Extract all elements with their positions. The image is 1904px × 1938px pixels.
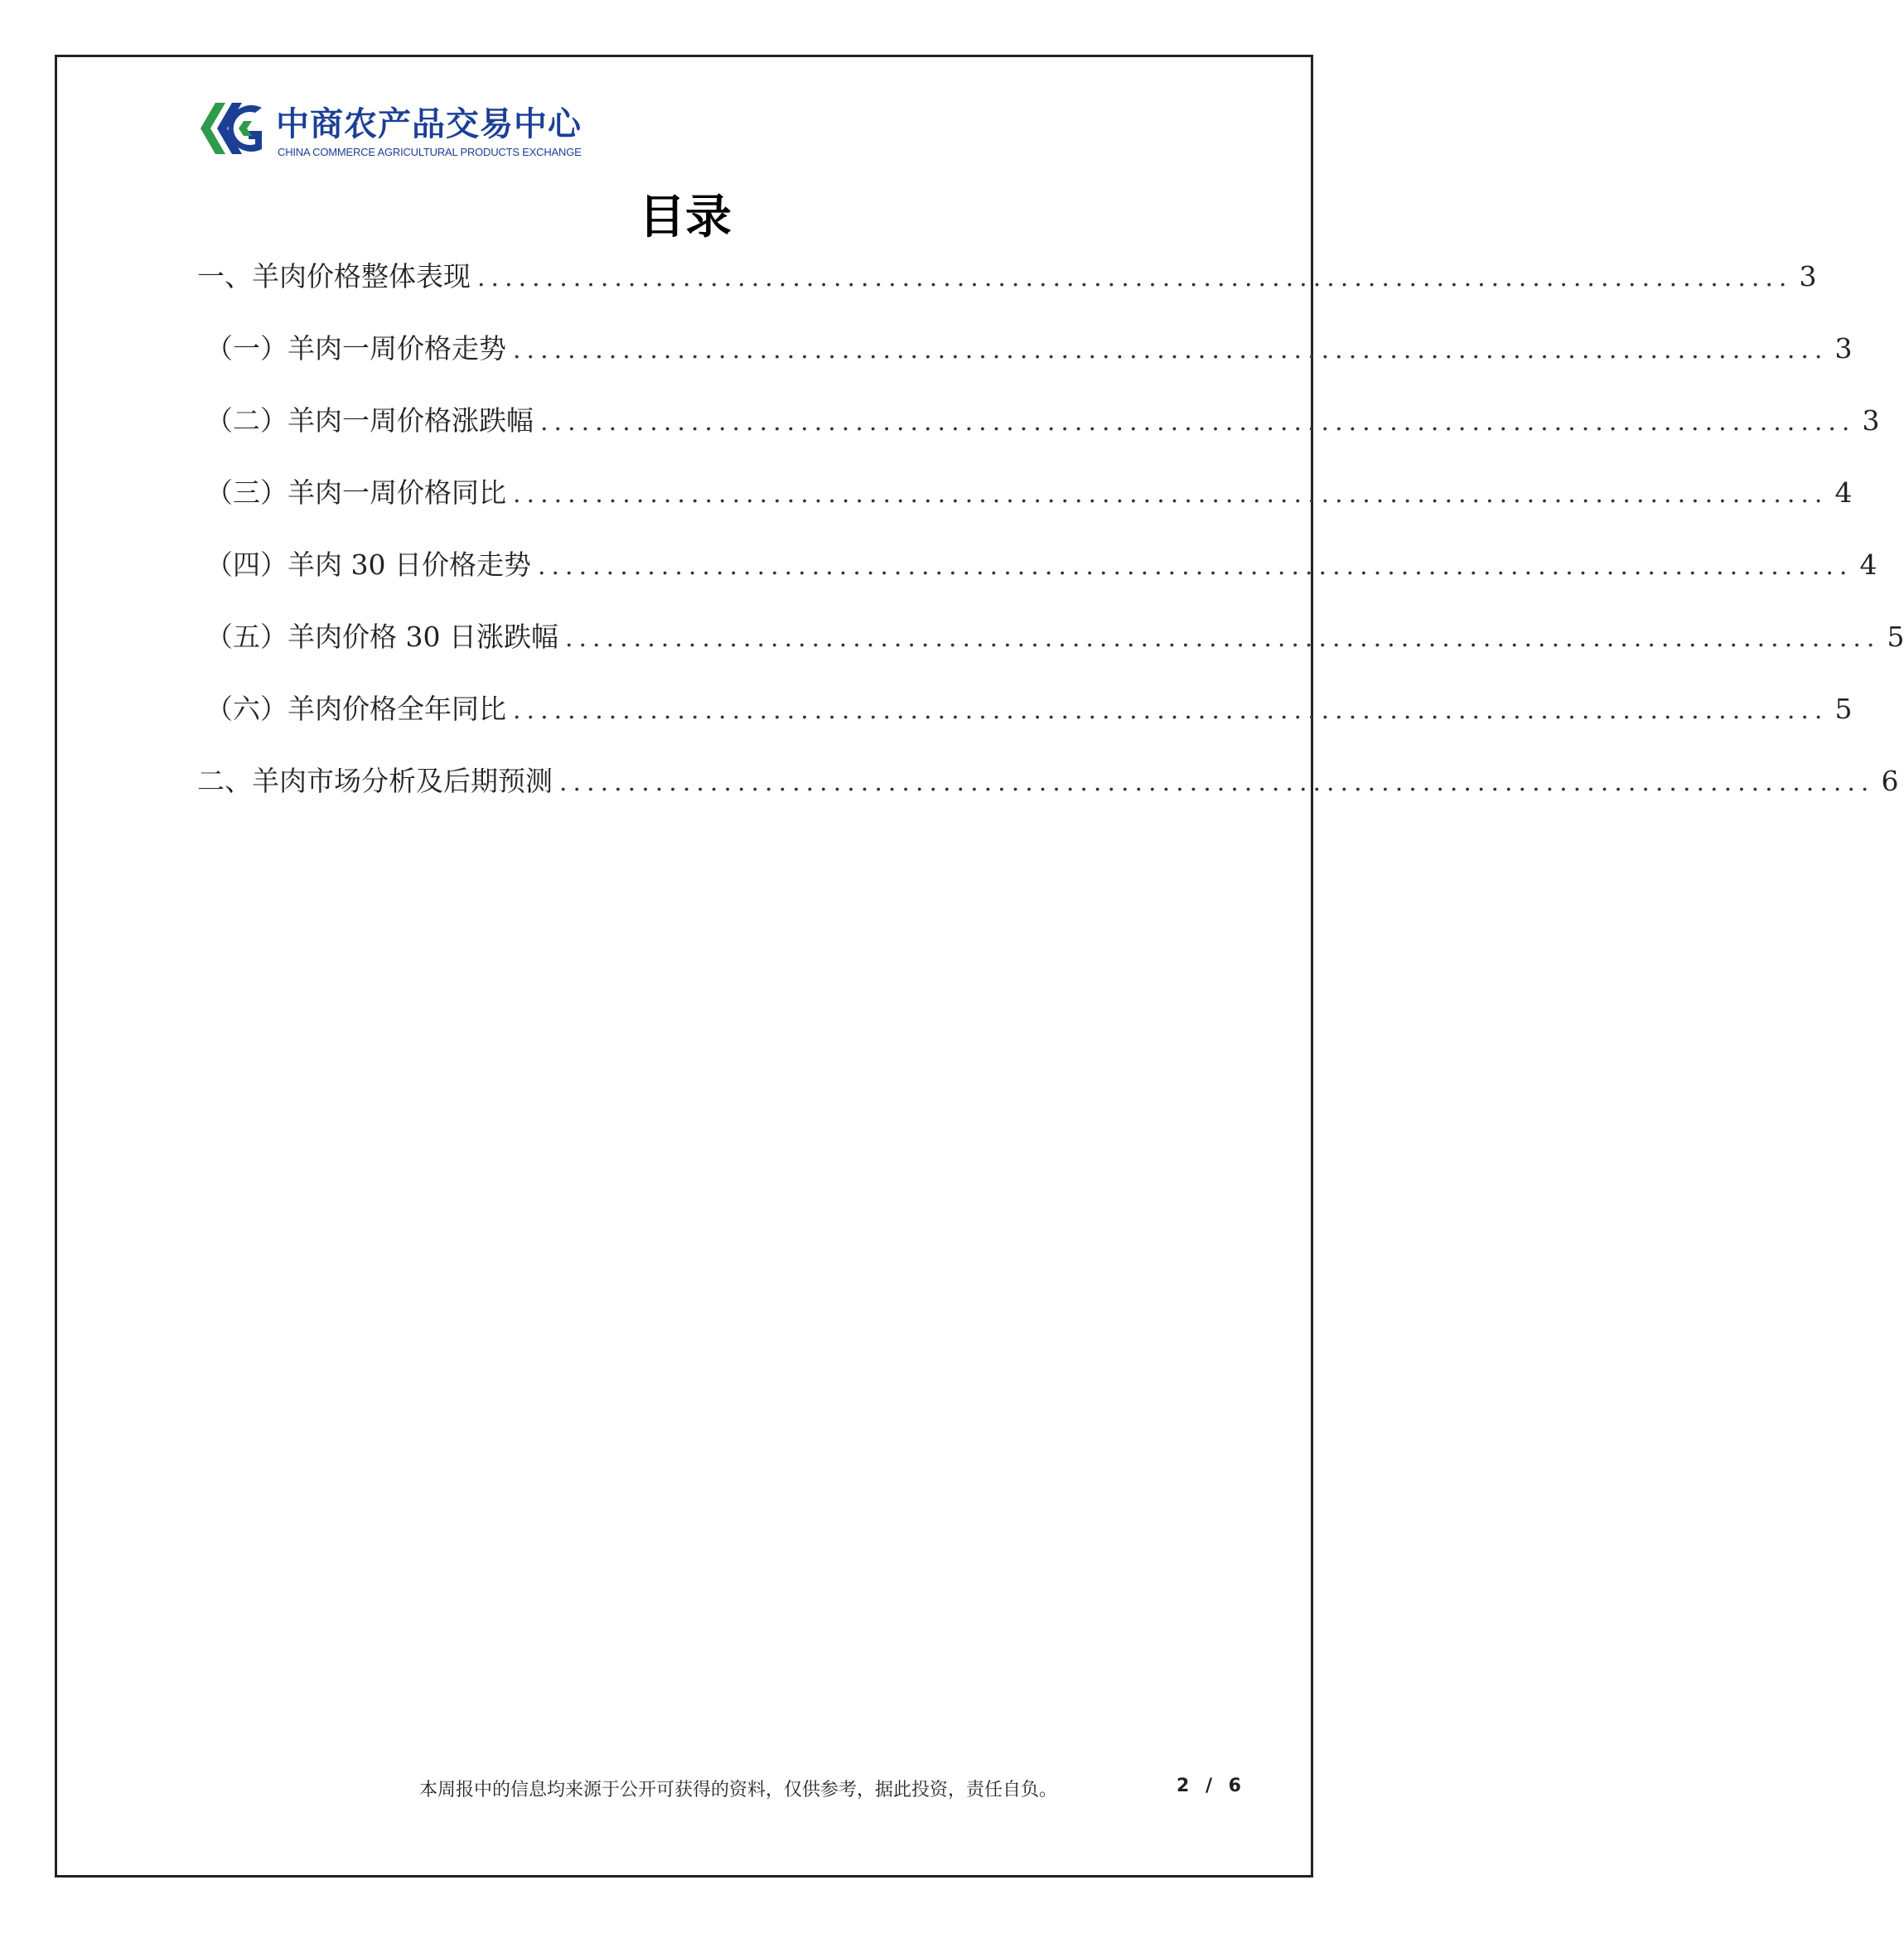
toc-entry-page: 5 — [1834, 693, 1853, 725]
toc-leader-dots: ................................................................................................ — [540, 408, 1856, 437]
logo-english-name: CHINA COMMERCE AGRICULTURAL PRODUCTS EXCHANGE — [278, 146, 582, 158]
logo-mark-icon — [197, 98, 270, 159]
toc-entry[interactable] — [197, 760, 1899, 806]
toc-entry[interactable] — [197, 688, 1853, 734]
toc-leader-dots: ................................................................................................ — [513, 336, 1829, 365]
logo — [197, 98, 582, 166]
toc-entry[interactable] — [197, 616, 1904, 662]
toc-leader-dots: ................................................................................................ — [537, 552, 1853, 581]
toc-entry-label: （四）羊肉 30 日价格走势 — [205, 549, 531, 581]
toc-entry-label: 二、羊肉市场分析及后期预测 — [197, 765, 553, 797]
logo-chinese-name: 中商农产品交易中心 — [276, 105, 582, 143]
toc-entry[interactable] — [197, 471, 1853, 518]
toc-entry[interactable] — [197, 327, 1853, 374]
page-title: 目录 — [639, 191, 732, 244]
toc-entry-page: 3 — [1799, 260, 1817, 292]
toc-leader-dots: ................................................................................................ — [513, 480, 1829, 509]
footer-disclaimer: 本周报中的信息均来源于公开可获得的资料，仅供参考，据此投资，责任自负。 — [419, 1780, 1058, 1800]
toc-entry-page: 5 — [1887, 621, 1904, 653]
toc-entry-label: （二）羊肉一周价格涨跌幅 — [205, 404, 534, 437]
toc-entry[interactable] — [197, 399, 1880, 446]
toc-entry-page: 3 — [1834, 332, 1853, 365]
toc-entry-label: （五）羊肉价格 30 日涨跌幅 — [205, 621, 558, 653]
toc-entry-label: （三）羊肉一周价格同比 — [205, 476, 506, 509]
toc-entry-page: 6 — [1881, 765, 1899, 797]
toc-entry-label: 一、羊肉价格整体表现 — [197, 260, 471, 292]
page-indicator: 2 / 6 — [1177, 1776, 1246, 1796]
toc-leader-dots: ................................................................................................ — [564, 624, 1881, 653]
toc-leader-dots: ................................................................................................ — [559, 768, 1875, 797]
toc-entry[interactable] — [197, 255, 1817, 302]
toc-entry[interactable] — [197, 544, 1877, 590]
toc-leader-dots: ................................................................................................ — [477, 263, 1793, 292]
toc-entry-page: 4 — [1859, 549, 1877, 581]
toc-entry-page: 3 — [1862, 404, 1880, 437]
toc-leader-dots: ................................................................................................ — [513, 696, 1829, 725]
toc-entry-page: 4 — [1834, 476, 1853, 509]
toc-entry-label: （六）羊肉价格全年同比 — [205, 693, 506, 725]
toc-entry-label: （一）羊肉一周价格走势 — [205, 332, 506, 365]
